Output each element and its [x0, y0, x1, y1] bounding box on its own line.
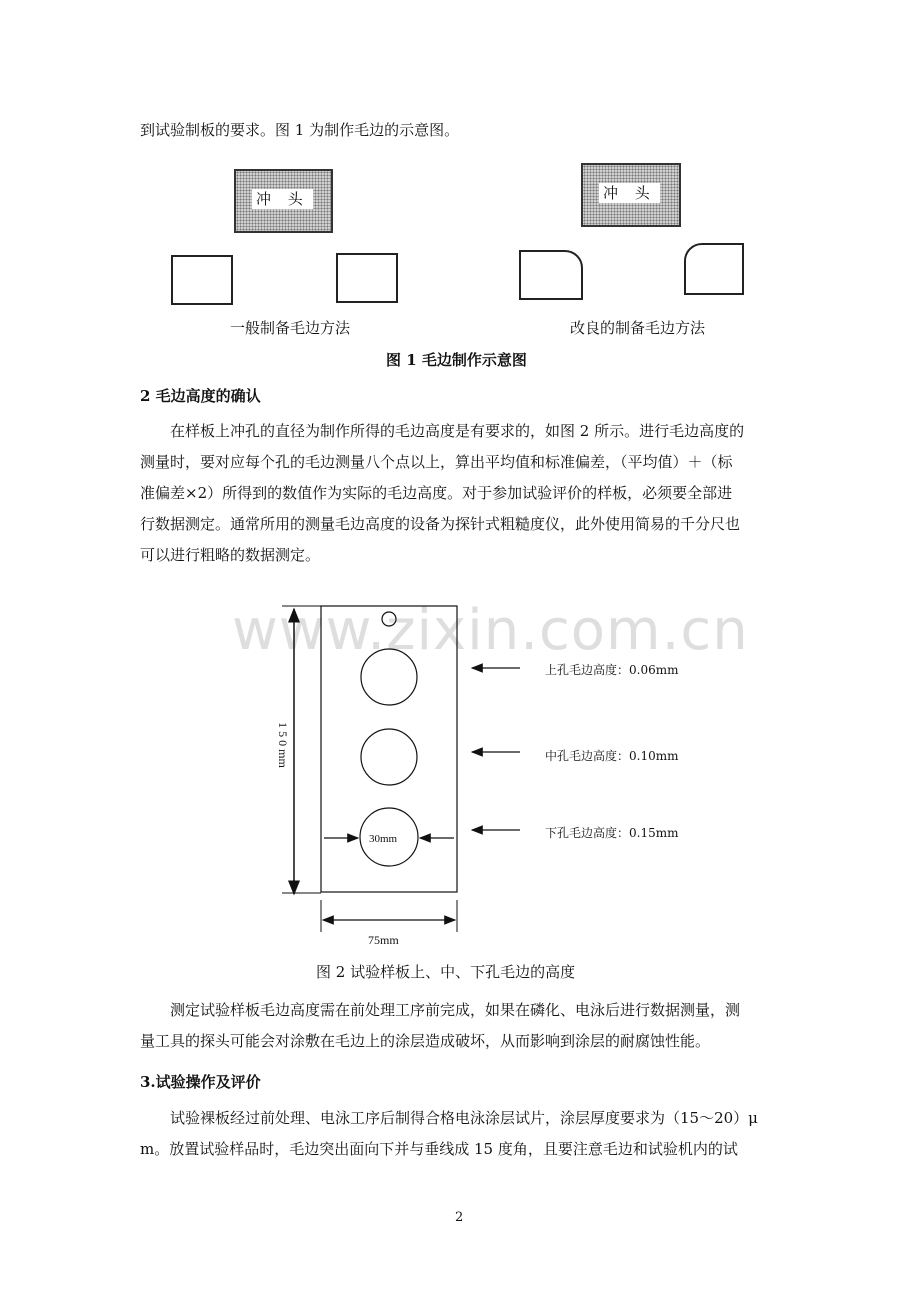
measurement-paragraph [140, 995, 782, 1057]
punch-label-right: 冲 头 [599, 183, 660, 203]
middle-hole [361, 729, 417, 785]
para-line: 准偏差×2）所得到的数值作为实际的毛边高度。对于参加试验评价的样板，必须要全部进 [140, 484, 733, 502]
height-label: 1 5 0 mm [275, 722, 290, 768]
para-line: 量工具的探头可能会对涂敷在毛边上的涂层造成破坏，从而影响到涂层的耐腐蚀性能。 [140, 1032, 711, 1050]
figure2-caption: 图 2 试验样板上、中、下孔毛边的高度 [316, 963, 576, 981]
section3-paragraph [140, 1103, 782, 1165]
para-line: 试验裸板经过前处理、电泳工序后制得合格电泳涂层试片，涂层厚度要求为（15～20）μ [170, 1109, 758, 1127]
figure1-title: 图 1 毛边制作示意图 [386, 351, 527, 369]
page-number: 2 [455, 1210, 464, 1225]
para-line: 测量时，要对应每个孔的毛边测量八个点以上，算出平均值和标准偏差，（平均值）＋（标 [140, 453, 733, 471]
hanging-hole [382, 612, 396, 626]
upper-hole-burr: 上孔毛边高度：0.06mm [545, 663, 679, 677]
para-line: 可以进行粗略的数据测定。 [140, 546, 321, 564]
width-label: 75mm [368, 933, 399, 947]
para-line: 测定试验样板毛边高度需在前处理工序前完成，如果在磷化、电泳后进行数据测量，测 [170, 1001, 741, 1019]
intro-line: 到试验制板的要求。图 1 为制作毛边的示意图。 [140, 121, 460, 139]
hole-diameter-label: 30mm [369, 833, 398, 845]
middle-hole-burr: 中孔毛边高度：0.10mm [545, 749, 679, 763]
lower-hole-burr: 下孔毛边高度：0.15mm [545, 826, 679, 840]
section2-heading: 2 毛边高度的确认 [140, 387, 261, 405]
watermark: www.zixin.com.cn [232, 598, 749, 663]
section3-heading: 3.试验操作及评价 [140, 1073, 261, 1091]
caption-right: 改良的制备毛边方法 [570, 319, 706, 337]
para-line: m。放置试验样品时，毛边突出面向下并与垂线成 15 度角，且要注意毛边和试验机内的试 [140, 1140, 738, 1158]
upper-hole [361, 649, 417, 705]
punch-label-left: 冲 头 [252, 189, 313, 209]
para-line: 行数据测定。通常所用的测量毛边高度的设备为探针式粗糙度仪，此外使用简易的千分尺也 [140, 515, 741, 533]
para-line: 在样板上冲孔的直径为制作所得的毛边高度是有要求的，如图 2 所示。进行毛边高度的 [170, 422, 745, 440]
caption-left: 一般制备毛边方法 [230, 319, 351, 337]
